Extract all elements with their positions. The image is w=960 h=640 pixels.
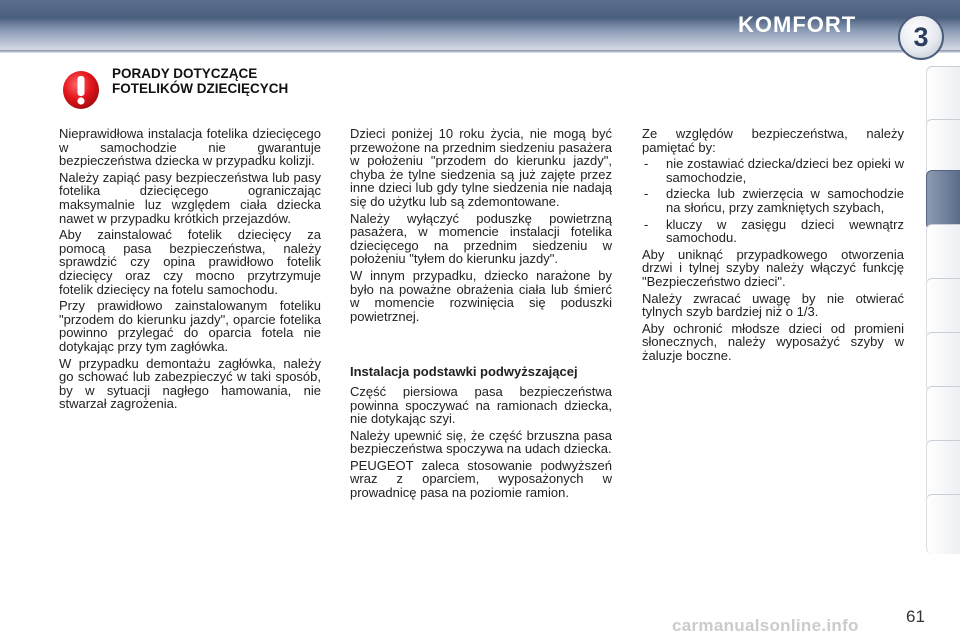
list-item: - nie zostawiać dziecka/dzieci bez opieki w samochodzie,: [642, 157, 904, 184]
paragraph: Aby uniknąć przypadkowego otworzenia drzwi i tylnej szyby należy włączyć funkcję "Bezpieczeństwo dzieci".: [642, 246, 904, 289]
text-column-1: [59, 127, 321, 414]
side-tab-7[interactable]: [926, 386, 960, 446]
text-column-3: [642, 127, 904, 366]
warning-title: [112, 66, 288, 96]
paragraph: Należy zwracać uwagę by nie otwierać tylnych szyb bardziej niż o 1/3.: [642, 290, 904, 320]
paragraph: Część piersiowa pasa bezpieczeństwa powinna spoczywać na ramionach dziecka, nie dotykając szyi.: [350, 383, 612, 427]
paragraph: Należy upewnić się, że część brzuszna pasa bezpieczeństwa spoczywa na udach dziecka.: [350, 427, 612, 457]
side-tab-1[interactable]: [926, 66, 960, 126]
section-subheading: Instalacja podstawki podwyższającej: [350, 364, 578, 380]
list-item: - kluczy w zasięgu dzieci wewnątrz samochodu.: [642, 218, 904, 245]
paragraph: Należy zapiąć pasy bezpieczeństwa lub pasy fotelika dziecięcego ograniczając maksymalnie luz względem ciała dziecka nawet w przypadku krótkich przejazdów.: [59, 169, 321, 226]
paragraph: Przy prawidłowo zainstalowanym foteliku "przodem do kierunku jazdy", oparcie fotelika powinno przylegać do oparcia fotela nie dotykając przy tym zagłówka.: [59, 298, 321, 354]
chapter-side-tabs: [926, 66, 960, 576]
side-tab-5[interactable]: [926, 278, 960, 338]
paragraph: Aby zainstalować fotelik dziecięcy za pomocą pasa bezpieczeństwa, należy sprawdzić czy opina prawidłowo fotelik dziecięcy oraz czy mocno przytrzymuje fotelik dziecięcy na fotelu samochodu.: [59, 227, 321, 297]
paragraph: Należy wyłączyć poduszkę powietrzną pasażera, w momencie instalacji fotelika dziecięcego na przednim siedzeniu w położeniu "tyłem do kierunku jazdy".: [350, 210, 612, 267]
chapter-title: KOMFORT: [738, 12, 857, 37]
text-column-2: [350, 127, 612, 503]
paragraph: Ze względów bezpieczeństwa, należy pamiętać by:: [642, 126, 904, 155]
side-tab-3-active[interactable]: [926, 170, 960, 230]
chapter-number-badge: 3: [898, 14, 944, 60]
paragraph: Dzieci poniżej 10 roku życia, nie mogą być przewożone na przednim siedzeniu pasażera w położeniu "przodem do kierunku jazdy", chyba że tylne siedzenia są już zajęte przez inne dzieci lub gdy tylne siedzenia nie nadają się do użytku lub są zdemontowane.: [350, 126, 612, 209]
paragraph: Nieprawidłowa instalacja fotelika dziecięcego w samochodzie nie gwarantuje bezpieczeństwa dziecka w przypadku kolizji.: [59, 126, 321, 169]
side-tab-6[interactable]: [926, 332, 960, 392]
watermark: carmanualsonline.info: [672, 616, 859, 635]
paragraph: PEUGEOT zaleca stosowanie podwyższeń wraz z oparciem, wyposażonych w prowadnicę pasa na poziomie ramion.: [350, 457, 612, 501]
side-tab-4[interactable]: [926, 224, 960, 284]
side-tab-9[interactable]: [926, 494, 960, 554]
header-divider: [0, 50, 960, 53]
exclamation-icon: [62, 70, 100, 110]
paragraph: W przypadku demontażu zagłówka, należy go schować lub zabezpieczyć w taki sposób, by w sytuacji nagłego hamowania, nie stwarzał zagrożenia.: [59, 355, 321, 412]
page-number: 61: [906, 607, 925, 626]
safety-list: [642, 157, 904, 245]
paragraph: W innym przypadku, dziecko narażone by było na poważne obrażenia ciała lub śmierć w momencie rozwinięcia się poduszki powietrznej.: [350, 267, 612, 324]
side-tab-8[interactable]: [926, 440, 960, 500]
list-item: - dziecka lub zwierzęcia w samochodzie na słońcu, przy zamkniętych szybach,: [642, 187, 904, 214]
warning-title-line1: PORADY DOTYCZĄCE: [112, 66, 258, 81]
paragraph: Aby ochronić młodsze dzieci od promieni słonecznych, należy wyposażyć szyby w żaluzje boczne.: [642, 320, 904, 363]
warning-title-line2: FOTELIKÓW DZIECIĘCYCH: [112, 81, 289, 96]
